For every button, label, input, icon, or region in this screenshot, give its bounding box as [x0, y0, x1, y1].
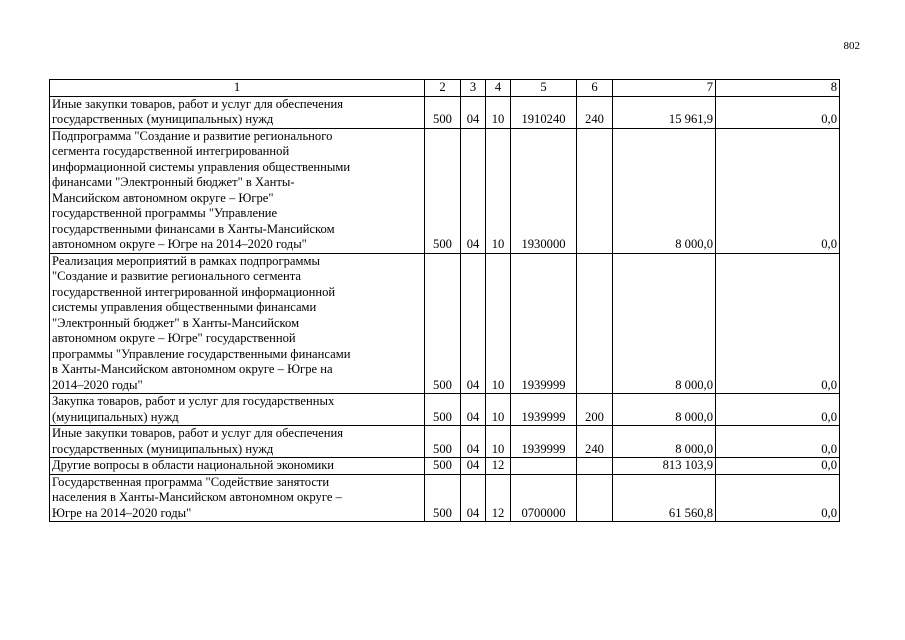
admin-code-cell: 500	[425, 253, 461, 394]
target-article-cell: 0700000	[511, 474, 577, 522]
amount-secondary-cell: 0,0	[716, 128, 840, 253]
row-name-line: финансами "Электронный бюджет" в Ханты-	[52, 175, 295, 189]
admin-code-cell: 500	[425, 96, 461, 128]
expense-type-cell	[577, 253, 613, 394]
row-name-line: автономном округе – Югре" государственной	[52, 331, 296, 345]
section-code-cell: 04	[461, 394, 486, 426]
expense-type-cell	[577, 458, 613, 475]
target-article-cell: 1930000	[511, 128, 577, 253]
section-code-cell: 04	[461, 128, 486, 253]
row-name-line: Закупка товаров, работ и услуг для государственных	[52, 394, 335, 408]
row-name-cell	[50, 253, 425, 394]
target-article-cell: 1939999	[511, 253, 577, 394]
amount-secondary-cell: 0,0	[716, 253, 840, 394]
row-name-line: программы "Управление государственными финансами	[52, 346, 351, 361]
table-row	[50, 426, 840, 458]
amount-cell: 8 000,0	[613, 253, 716, 394]
section-code-cell: 04	[461, 96, 486, 128]
table-row	[50, 128, 840, 253]
section-code-cell: 04	[461, 474, 486, 522]
target-article-cell: 1910240	[511, 96, 577, 128]
table-row	[50, 96, 840, 128]
row-name-line: Иные закупки товаров, работ и услуг для обеспечения	[52, 426, 344, 440]
amount-secondary-cell: 0,0	[716, 96, 840, 128]
header-cell: 8	[716, 80, 840, 97]
row-name-line: государственных (муниципальных) нужд	[52, 112, 274, 126]
subsection-code-cell: 10	[486, 96, 511, 128]
target-article-cell: 1939999	[511, 394, 577, 426]
subsection-code-cell: 12	[486, 474, 511, 522]
header-cell: 3	[461, 80, 486, 97]
header-cell: 2	[425, 80, 461, 97]
admin-code-cell: 500	[425, 394, 461, 426]
admin-code-cell: 500	[425, 474, 461, 522]
header-cell: 4	[486, 80, 511, 97]
row-name-line: населения в Ханты-Мансийском автономном округе –	[52, 490, 342, 504]
header-cell: 1	[50, 80, 425, 97]
expense-type-cell	[577, 474, 613, 522]
row-name-line: Другие вопросы в области национальной экономики	[52, 458, 335, 472]
row-name-cell	[50, 394, 425, 426]
admin-code-cell: 500	[425, 458, 461, 475]
row-name-line: "Электронный бюджет" в Ханты-Мансийском	[52, 315, 300, 330]
expense-type-cell: 200	[577, 394, 613, 426]
row-name-line: Государственная программа "Содействие занятости	[52, 474, 330, 489]
amount-secondary-cell: 0,0	[716, 394, 840, 426]
subsection-code-cell: 12	[486, 458, 511, 475]
row-name-cell	[50, 96, 425, 128]
row-name-cell	[50, 474, 425, 522]
target-article-cell: 1939999	[511, 426, 577, 458]
row-name-line: государственной интегрированной информационной	[52, 284, 336, 299]
amount-secondary-cell: 0,0	[716, 458, 840, 475]
page-number: 802	[843, 40, 860, 52]
row-name-line: государственными финансами в Ханты-Мансийском	[52, 221, 335, 236]
row-name-line: Мансийском автономном округе – Югре"	[52, 190, 274, 205]
subsection-code-cell: 10	[486, 128, 511, 253]
row-name-cell	[50, 458, 425, 475]
table-row	[50, 458, 840, 475]
amount-cell: 61 560,8	[613, 474, 716, 522]
amount-secondary-cell: 0,0	[716, 426, 840, 458]
admin-code-cell: 500	[425, 426, 461, 458]
section-code-cell: 04	[461, 253, 486, 394]
subsection-code-cell: 10	[486, 253, 511, 394]
row-name-line: государственной программы "Управление	[52, 206, 278, 220]
table-row	[50, 394, 840, 426]
row-name-line: Реализация мероприятий в рамках подпрограммы	[52, 253, 320, 268]
admin-code-cell: 500	[425, 128, 461, 253]
target-article-cell	[511, 458, 577, 475]
amount-cell: 8 000,0	[613, 426, 716, 458]
table-row	[50, 474, 840, 522]
expense-type-cell	[577, 128, 613, 253]
header-cell: 7	[613, 80, 716, 97]
amount-cell: 8 000,0	[613, 394, 716, 426]
row-name-line: Югре на 2014–2020 годы"	[52, 505, 192, 520]
row-name-cell	[50, 128, 425, 253]
row-name-line: информационной системы управления общественными	[52, 159, 351, 174]
header-cell: 5	[511, 80, 577, 97]
row-name-line: 2014–2020 годы"	[52, 377, 143, 392]
expense-type-cell: 240	[577, 96, 613, 128]
header-cell: 6	[577, 80, 613, 97]
row-name-line: автономном округе – Югре на 2014–2020 годы"	[52, 237, 307, 251]
row-name-line: (муниципальных) нужд	[52, 409, 179, 424]
amount-cell: 813 103,9	[613, 458, 716, 475]
amount-cell: 15 961,9	[613, 96, 716, 128]
row-name-line: в Ханты-Мансийском автономном округе – Югре на	[52, 362, 333, 376]
amount-cell: 8 000,0	[613, 128, 716, 253]
row-name-line: Иные закупки товаров, работ и услуг для обеспечения	[52, 96, 344, 111]
row-name-cell	[50, 426, 425, 458]
section-code-cell: 04	[461, 426, 486, 458]
row-name-line: "Создание и развитие регионального сегмента	[52, 269, 301, 283]
budget-table	[49, 79, 840, 522]
subsection-code-cell: 10	[486, 426, 511, 458]
amount-secondary-cell: 0,0	[716, 474, 840, 522]
row-name-line: системы управления общественными финансами	[52, 300, 317, 314]
section-code-cell: 04	[461, 458, 486, 475]
table-row	[50, 253, 840, 394]
expense-type-cell: 240	[577, 426, 613, 458]
table-header-row	[50, 80, 840, 97]
subsection-code-cell: 10	[486, 394, 511, 426]
row-name-line: государственных (муниципальных) нужд	[52, 441, 274, 456]
row-name-line: сегмента государственной интегрированной	[52, 144, 290, 158]
row-name-line: Подпрограмма "Создание и развитие регионального	[52, 128, 333, 143]
